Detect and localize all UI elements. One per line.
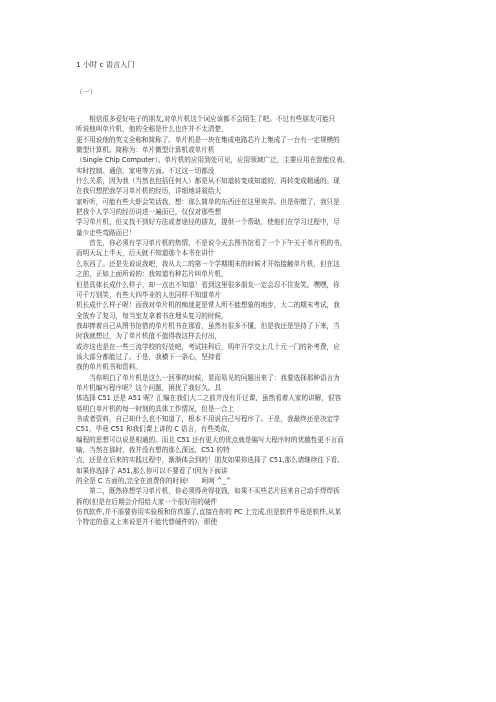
text-line: 机长成什么样子呢！而我对单片机的痴迷更是常人所不能想象的地步，大二的期末考试，我: [76, 301, 340, 310]
text-line: 如果你选择了 A51,那么你可以不要看了!因为下面讲: [76, 466, 228, 475]
text-line: 书或者资料，自己却什么也不知道了，根本不用说自己写程序了。于是，我最终还是决定学: [76, 414, 340, 423]
text-line: 个特定的意义上来说是并不能代替硬件的)，即使: [76, 518, 218, 527]
text-line: 而明天玩上半天，后天就不知道那个本书在讲什: [76, 249, 215, 258]
text-line: 编程的思想可以说是相通的。而且 C51 还有更大的优点就是编写大程序时的优越性更不言而: [76, 435, 344, 444]
text-line: 全放弃了复习，每当室友拿着书在埋头复习的时候，: [76, 311, 228, 320]
text-line: 家听听，可能有些大虾会笑话我，想：那么简单的东西还在这里卖弄。但是你错了，我只是: [76, 197, 340, 206]
text-line: C51，毕竟 C51 和我们课上讲的 C 语言，有些类似，: [76, 425, 234, 434]
text-line: 相信很多爱好电子的朋友,对单片机这个词应该都不会陌生了吧。不过有些朋友可能只: [76, 115, 336, 123]
text-line: 点，还是在后来的实践过程中，渐渐体会到的！朋友如果你选择了 C51,那么请继续往下看,: [76, 456, 340, 465]
text-line: 可千万别笑，有些大四毕业的人也同样不知道单片: [76, 290, 222, 299]
text-line: （Single Chip Computer）。单片机的应用到处可见，应用领域广泛，主要应用在智能仪表、: [76, 156, 350, 165]
text-line: 拆的(但是在后期会介绍给大家一个很好用的硬件: [76, 497, 218, 506]
text-line: 听说他叫单片机，他的全称是什么也许并不太清楚，: [76, 125, 228, 134]
text-line: 我却捧着自己从图书馆借的单片机书在那看，虽然有很多不懂，但是我还是坚持了下来，当: [76, 321, 340, 330]
document-title: 1 小时 c 语言入门: [76, 60, 135, 69]
text-line: 把我个人学习的经历讲述一遍而已，仅仅对那些想: [76, 208, 222, 217]
text-line: 但是具体长成什么样子，却一点也不知道！看到这里很多朋友一定会忍不住发笑。嘿嘿，你: [76, 280, 340, 289]
text-line: 仿真软件,并不需要你用实验板和仿真器了,直接在你的 PC 上完成,但是软件毕竟是软件,从某: [76, 508, 342, 517]
text-line: 喻，当然在那时，我并没有想的那么深远，C51 的特: [76, 446, 230, 454]
text-line: 微型计算机。简称为：单片微型计算机或单片机: [76, 146, 215, 155]
text-line: 在我只想把我学习单片机的经历，详细地讲叙给大: [76, 187, 222, 196]
text-line: 量少走些弯路而已！: [76, 228, 136, 237]
body-text: [76, 114, 420, 528]
text-line: 当你明白了单片机是这么一回事的时候，显而易见的问题出来了：我要选择那种语言为: [76, 373, 340, 382]
text-line: 第二，既然你想学习单片机，你必须得舍得花钱，如果不买些芯片回来自己动手焊焊拆: [76, 487, 340, 496]
text-line: 该大部分都能过了。于是，我横下一条心，坚持看: [76, 352, 222, 361]
text-line: 的全是 C 方面的,完全在浪费你的时间! 呵呵 ^_^: [76, 477, 232, 486]
text-line: 之前，正如上面所说的：我知道有种芯片叫单片机，: [76, 270, 228, 279]
text-line: 学习单片机，但又找不到好方法或者途径的朋友，提供一个帮助，使他们在学习过程中，尽: [76, 218, 340, 227]
text-line: 更不用说他的英文全称和简称了。单片机是一块在集成电路芯片上集成了一台有一定规模的: [76, 135, 340, 144]
text-line: 单片机编写程序呢？这个问题，困扰了我好久。具: [76, 383, 222, 392]
text-line: 或许这也是在一些三流学校的好处吧，考试挂科后，明年开学交上几十元一门的补考费，应: [76, 342, 340, 351]
section-number: （一）: [76, 88, 97, 96]
text-line: 首先，你必须有学习单片机的热情，不是说今天去图书馆看了一个下午关于单片机的书，: [76, 239, 347, 248]
text-line: 么东西了。还是先说说我吧，我从大二的第一个学期期末的时候才开始接触单片机，但在这: [76, 259, 340, 268]
text-line: 易明白单片机的每一时刻的具体工作情况，但是一合上: [76, 404, 235, 413]
text-line: 我的单片机书和资料。: [76, 363, 142, 372]
text-line: 什么关系，因为我（当然也包括任何人）都是从不知道转变成知道的，再转变成精通的。现: [76, 177, 340, 186]
text-line: 实时控制、通信、家电等方面。不过这一切都没: [76, 166, 215, 175]
text-line: 时我就想过，为了单片机值不值得我这样去付出，: [76, 332, 222, 341]
text-line: 体选择 C51 还是 A51 呢？汇编在我们大二之前并没有开过课，虽然看着人家的讲解，很容: [76, 394, 342, 403]
